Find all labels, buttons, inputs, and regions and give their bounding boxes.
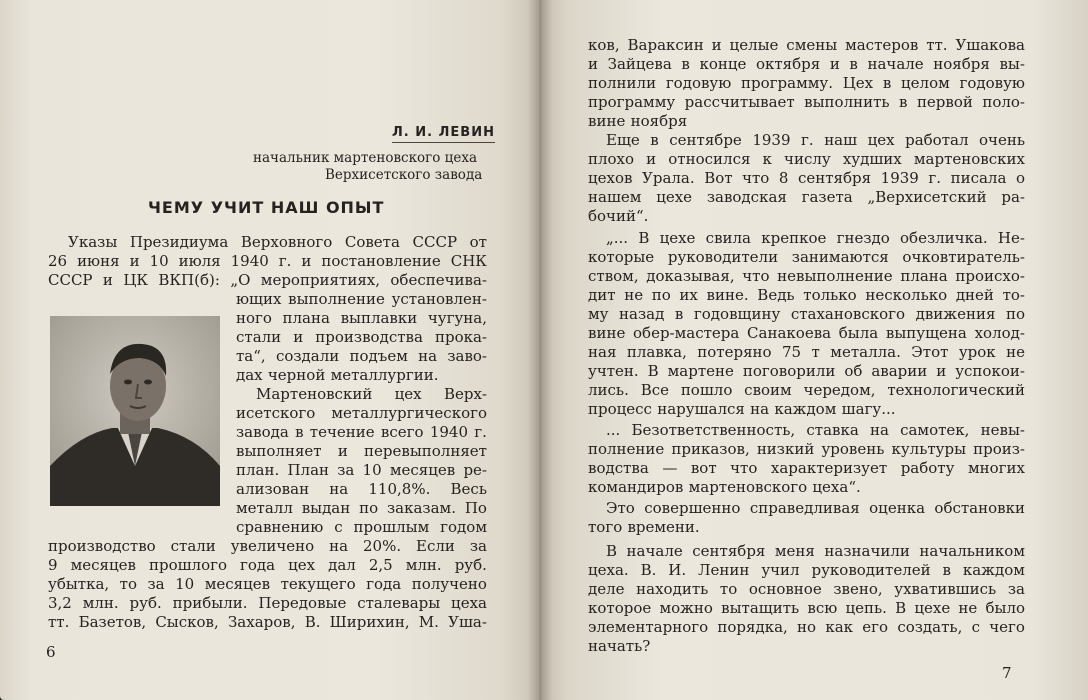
right-text-line: цехов Урала. Вот что 8 сентября 1939 г. писала о xyxy=(588,169,1025,187)
author-position-line-2: Верхисетского завода xyxy=(325,167,483,183)
left-text-line: производство стали увеличено на 20%. Если за xyxy=(48,537,487,555)
author-position-line-1: начальник мартеновского цеха xyxy=(253,150,477,166)
right-text-line: и Зайцева в конце октября и в начале ноября вы- xyxy=(588,55,1025,73)
left-page xyxy=(0,0,540,700)
right-text-line: „... В цехе свила крепкое гнездо обезличка. Не- xyxy=(606,229,1025,247)
left-text-line: ющих выполнение установлен- xyxy=(236,290,487,308)
left-text-line: дах черной металлургии. xyxy=(236,366,439,384)
right-text-line: полнили годовую программу. Цех в целом годовую xyxy=(588,74,1025,92)
right-text-line: ... Безответственность, ставка на самотек, невы- xyxy=(606,421,1025,439)
right-text-line: которое можно вытащить всю цепь. В цехе не было xyxy=(588,599,1025,617)
page-number-right: 7 xyxy=(1002,664,1012,682)
left-text-line: 3,2 млн. руб. прибыли. Передовые сталевары цеха xyxy=(48,594,487,612)
right-text-line: Это совершенно справедливая оценка обстановки xyxy=(606,499,1025,517)
right-text-line: начать? xyxy=(588,637,651,655)
left-text-line: металл выдан по заказам. По xyxy=(236,499,487,517)
left-text-line: исетского металлургического xyxy=(236,404,487,422)
left-text-line: план. План за 10 месяцев ре- xyxy=(236,461,487,479)
left-text-line: 9 месяцев прошлого года цех дал 2,5 млн. руб. xyxy=(48,556,487,574)
right-text-line: элементарного порядка, но как его создать, с чего xyxy=(588,618,1025,636)
left-text-line: СССР и ЦК ВКП(б): „О мероприятиях, обеспечива- xyxy=(48,271,487,289)
left-text-line: тт. Базетов, Сысков, Захаров, В. Ширихин, М. Уша- xyxy=(48,613,487,631)
left-text-line: 26 июня и 10 июля 1940 г. и постановление СНК xyxy=(48,252,487,270)
right-text-line: ная плавка, потеряно 75 т металла. Этот урок не xyxy=(588,343,1025,361)
right-page xyxy=(540,0,1088,700)
portrait-photo-graphic xyxy=(50,316,220,506)
right-text-line: В начале сентября меня назначили начальником xyxy=(606,542,1025,560)
left-text-line: Мартеновский цех Верх- xyxy=(256,385,487,403)
right-text-line: командиров мартеновского цеха“. xyxy=(588,478,861,496)
right-text-line: процесс нарушался на каждом шагу... xyxy=(588,400,896,418)
right-text-line: ков, Вараксин и целые смены мастеров тт. Ушакова xyxy=(588,36,1025,54)
right-text-line: лись. Все пошло своим чередом, технологический xyxy=(588,381,1025,399)
right-text-line: водства — вот что характеризует работу многих xyxy=(588,459,1025,477)
right-text-line: которые руководители занимаются очковтиратель- xyxy=(588,248,1025,266)
right-text-line: деле находить то основное звено, ухватившись за xyxy=(588,580,1025,598)
right-text-line: плохо и относился к числу худших мартеновских xyxy=(588,150,1025,168)
right-text-line: программу рассчитывает выполнить в первой поло- xyxy=(588,93,1025,111)
right-text-line: учтен. В мартене поговорили об аварии и успокои- xyxy=(588,362,1025,380)
right-text-line: того времени. xyxy=(588,518,700,536)
left-text-line: сравнению с прошлым годом xyxy=(236,518,487,536)
author-name: Л. И. ЛЕВИН xyxy=(392,125,495,143)
article-title: ЧЕМУ УЧИТ НАШ ОПЫТ xyxy=(148,198,385,217)
right-text-line: вине ноября xyxy=(588,112,688,130)
right-text-line: вине обер-мастера Санакоева была выпущена холод- xyxy=(588,324,1025,342)
right-text-line: Еще в сентябре 1939 г. наш цех работал очень xyxy=(606,131,1025,149)
left-text-line: стали и производства прока- xyxy=(236,328,487,346)
right-text-line: нашем цехе заводская газета „Верхисетский ра- xyxy=(588,188,1025,206)
page-number-left: 6 xyxy=(46,643,56,661)
left-text-line: ного плана выплавки чугуна, xyxy=(236,309,487,327)
right-text-line: му назад в годовщину стахановского движения по xyxy=(588,305,1025,323)
right-text-line: полнение приказов, низкий уровень культуры произ- xyxy=(588,440,1025,458)
right-text-line: бочий“. xyxy=(588,207,649,225)
right-text-line: дит не по их вине. Ведь только несколько дней то- xyxy=(588,286,1025,304)
left-text-line: завода в течение всего 1940 г. xyxy=(236,423,487,441)
left-text-line: убытка, то за 10 месяцев текущего года получено xyxy=(48,575,487,593)
right-text-line: цеха. В. И. Ленин учил руководителей в каждом xyxy=(588,561,1025,579)
left-text-line: выполняет и перевыполняет xyxy=(236,442,487,460)
portrait-photo-icon xyxy=(50,316,220,506)
left-text-line: ализован на 110,8%. Весь xyxy=(236,480,487,498)
left-text-line: Указы Президиума Верховного Совета СССР от xyxy=(68,233,487,251)
right-text-line: ством, доказывая, что невыполнение плана происхо- xyxy=(588,267,1025,285)
left-text-line: та“, создали подъем на заво- xyxy=(236,347,487,365)
